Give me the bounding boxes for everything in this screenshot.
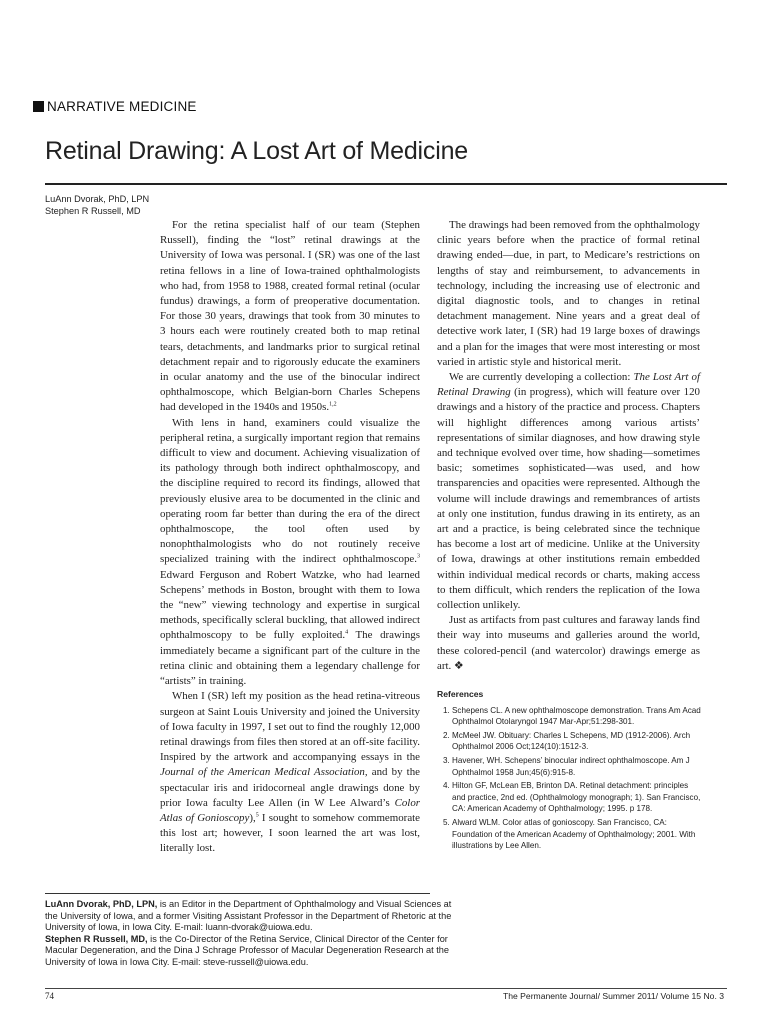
section-label-text: NARRATIVE MEDICINE — [47, 99, 197, 114]
citation-marker: 3 — [417, 553, 420, 560]
author-name: Stephen R Russell, MD — [45, 206, 141, 216]
citation-marker: 1,2 — [329, 401, 337, 408]
reference-item: 3. Havener, WH. Schepens’ binocular indirect ophthalmoscope. Am J Ophthalmol 1958 Jun;45(6):915-8. — [452, 755, 702, 778]
body-column-left — [160, 218, 420, 857]
reference-item: 1. Schepens CL. A new ophthalmoscope demonstration. Trans Am Acad Ophthalmol Otolaryngol 1947 Mar-Apr;51:298-301. — [452, 705, 702, 728]
references-heading: References — [437, 689, 484, 699]
author-list — [45, 193, 149, 217]
reference-item: 5. Alward WLM. Color atlas of gonioscopy. San Francisco, CA: Foundation of the American Academy of Ophthalmology; 2001. With illustrations by Lee Allen. — [452, 817, 702, 852]
reference-item: 4. Hilton GF, McLean EB, Brinton DA. Retinal detachment: principles and practice, 2nd ed. (Ophthalmology monograph; 1). San Francisco, CA: American Academy of Ophthalmology; 1995. p 178. — [452, 780, 702, 815]
author-bio: Stephen R Russell, MD, is the Co-Director of the Retina Service, Clinical Director of the Center for Macular Degeneration, and the Dina J Schrage Professor of Macular Degeneration Research at the University of Iowa in Iowa City. E-mail: steve-russell@uiowa.edu. — [45, 933, 449, 967]
body-paragraph: We are currently developing a collection: The Lost Art of Retinal Drawing (in progress), which will feature over 120 drawings and a history of the practice and process. Chapters will highlight differences among various artists’ representations of similar diagnoses, and how drawing style and technique evolved over time, how shading—sometimes basic; sometimes sophisticated—was used, and how transparencies and opacities were represented. Although the volume will include drawings and remembrances of artists at only one institution, fundus drawing in its entirety, as an art and a practice, is being celebrated since the technique has become a lost art of medicine. Unlike at the University of Iowa, drawings at other institutions remain embedded within individual medical records or charts, making access to them difficult, which renders the replication of the Iowa collection unlikely. — [437, 371, 700, 612]
body-paragraph: For the retina specialist half of our team (Stephen Russell), finding the “lost” retinal drawings at the University of Iowa was personal. I (SR) was one of the last retina fellows in a line of Iowa-trained ophthalmologists who had, from 1958 to 1988, created formal retinal (ocular fundus) drawings, a form of preoperative documentation. For those 30 years, drawings that took from 30 minutes to 3 hours each were routinely created both to map retinal tears, detachments, and landmarks prior to surgical retinal detachment repair and to rigorously educate the examiners in ocular anatomy and the use of the binocular indirect ophthalmoscope, which Belgian-born Charles Schepens had developed in the 1940s and 1950s.$^{1,2}$ — [160, 219, 420, 414]
citation-marker: 5 — [255, 812, 259, 819]
citation-marker: 4 — [345, 629, 349, 636]
body-paragraph: Just as artifacts from past cultures and faraway lands find their way into museums and galleries around the world, these colored-pencil (and watercolor) drawings emerge as art. ❖ — [437, 614, 700, 672]
body-paragraph: With lens in hand, examiners could visualize the peripheral retina, a surgically important region that remains difficult to view and document. Achieving visualization of its pathology through both indirect ophthalmoscopy, and the discipline required to record its findings, allowed that previously elusive area to be documented in the clinic and operating room far better than during the era of the direct ophthalmoscope, the tool often used by nonophthalmologists who do not routinely receive specialized training with the indirect ophthalmoscope.$^3$ Edward Ferguson and Robert Watzke, who had learned Schepens’ methods in Boston, brought with them to Iowa the “new” viewing technology and expertise in surgical methods, specifically scleral buckling, that allowed indirect ophthalmoscopy to be fully exploited.$^4$ The drawings immediately became a significant part of the culture in the retina clinic and obtaining them a legendary challenge for “artists” in training. — [160, 416, 420, 688]
reference-item: 2. McMeel JW. Obituary: Charles L Schepens, MD (1912-2006). Arch Ophthalmol 2006 Oct;124(10):1512-3. — [452, 730, 702, 753]
footer-rule — [45, 988, 727, 989]
section-label — [33, 99, 197, 114]
article-title: Retinal Drawing: A Lost Art of Medicine — [45, 137, 468, 165]
body-column-right — [437, 218, 700, 674]
bio-rule — [45, 893, 430, 894]
section-square-icon — [33, 101, 44, 112]
page-number: 74 — [45, 991, 54, 1001]
author-name: LuAnn Dvorak, PhD, LPN — [45, 194, 150, 204]
title-rule — [45, 183, 727, 185]
author-bios — [45, 899, 457, 969]
body-paragraph: When I (SR) left my position as the head retina-vitreous surgeon at Saint Louis University and joined the University of Iowa faculty in 1997, I set out to find the roughly 12,000 retinal drawings from files then stored at an off-site facility. Inspired by the artwork and accompanying essays in the Journal of the American Medical Association, and by the spectacular iris and iridocorneal angle drawings done by prior Iowa faculty Lee Allen (in W Lee Alward’s Color Atlas of Gonioscopy),$^5$ I sought to somehow commemorate this lost art; however, I soon learned the art was lost, literally lost. — [160, 690, 421, 855]
body-paragraph: The drawings had been removed from the ophthalmology clinic years before when the practice of formal retinal drawing ended—due, in part, to Medicare’s restrictions on lengths of stay and reimbursement, to advancements in technology, including the increasing use of electronic and digital diagnostic tools, and to changes in retinal detachment management. Nine years and a great deal of detective work later, I (SR) had 19 large boxes of drawings and a plan for the images that were most interesting or most varied in artistic style and historical merit. — [437, 219, 700, 368]
journal-citation: The Permanente Journal/ Summer 2011/ Volume 15 No. 3 — [502, 991, 724, 1001]
references-list — [437, 705, 702, 852]
references-section — [437, 689, 702, 854]
author-bio: LuAnn Dvorak, PhD, LPN, is an Editor in the Department of Ophthalmology and Visual Sciences at the University of Iowa, and a former Visiting Assistant Professor in the Department of Rhetoric at the University of Iowa, in Iowa City. E-mail: luann-dvorak@uiowa.edu. — [45, 899, 452, 933]
